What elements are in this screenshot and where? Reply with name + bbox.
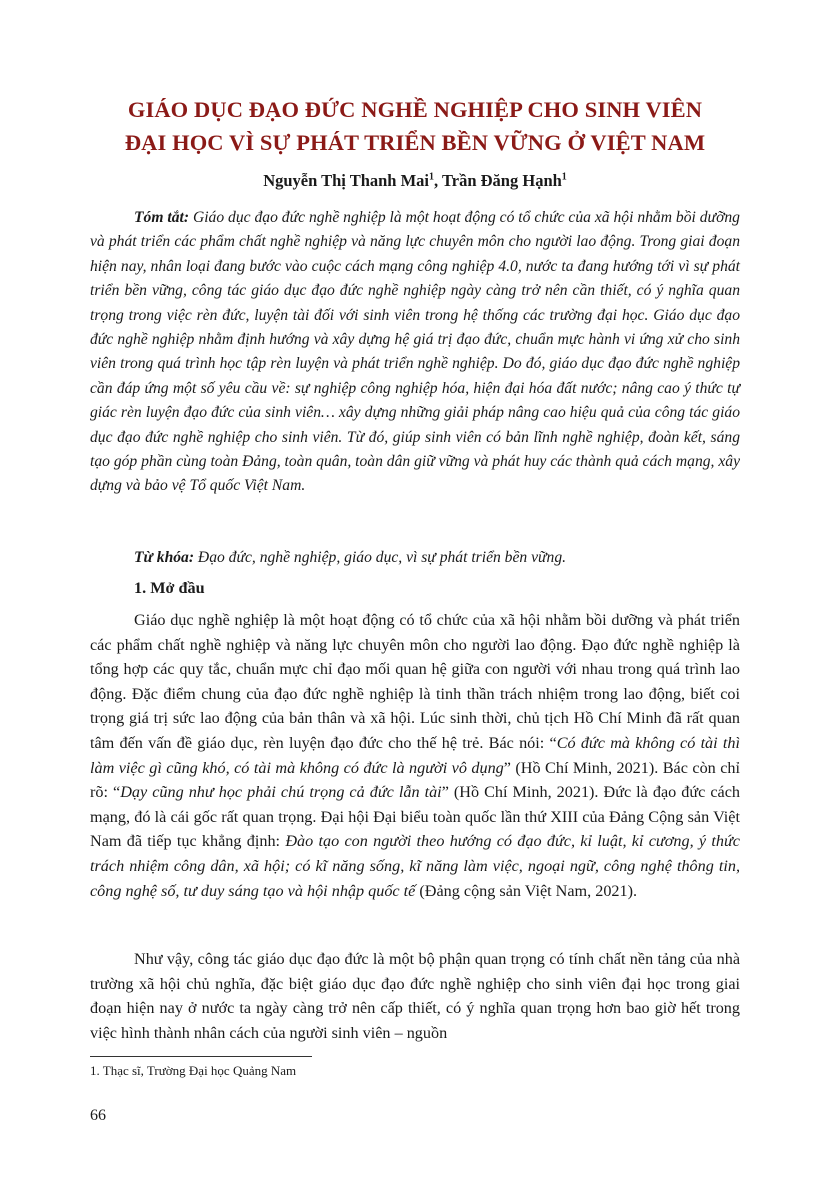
keywords-label: Từ khóa:	[134, 549, 195, 566]
paragraph-text: ” (Hồ Chí Minh, 2021). Bác còn chỉ rõ: “	[90, 758, 740, 802]
footnote-divider	[90, 1056, 312, 1057]
author-name: Nguyễn Thị Thanh Mai	[263, 171, 430, 190]
paragraph-text: (Đảng cộng sản Việt Nam, 2021).	[415, 881, 638, 900]
paragraph-text: ” (Hồ Chí Minh, 2021). Đức là đạo đức cách mạng, đó là cái gốc rất quan trọng. Đại hội Đại biểu toàn quốc lần thứ XIII của Đảng Cộng sản Việt Nam đã tiếp tục khẳng định:	[90, 783, 741, 851]
abstract-text: Giáo dục đạo đức nghề nghiệp là một hoạt động có tổ chức của xã hội nhằm bồi dưỡng và phát triển các phẩm chất nghề nghiệp và năng lực chuyên môn cho người lao động. Trong giai đoạn hiện nay, nhân loại đang bước vào cuộc cách mạng công nghiệp 4.0, nước ta đang hướng tới vì sự phát triển bền vững, công tác giáo dục đạo đức nghề nghiệp ngày càng trở nên cần thiết, có ý nghĩa quan trọng trong việc rèn đức, luyện tài đối với sinh viên trong hệ thống các trường đại học. Giáo dục đạo đức nghề nghiệp nhằm định hướng và xây dựng hệ giá trị đạo đức, chuẩn mực hành vi ứng xử cho sinh viên trong quá trình học tập rèn luyện và phát triển nghề nghiệp. Do đó, giáo dục đạo đức nghề nghiệp cần đáp ứng một số yêu cầu về: sự nghiệp công nghiệp hóa, hiện đại hóa đất nước; nâng cao ý thức tự giác rèn luyện đạo đức của sinh viên… xây dựng những giải pháp nâng cao hiệu quả của công tác giáo dục đạo đức nghề nghiệp cho sinh viên. Từ đó, giúp sinh viên có bản lĩnh nghề nghiệp, đoàn kết, sáng tạo góp phần cùng toàn Đảng, toàn quân, toàn dân giữ vững và phát huy các thành quả cách mạng, xây dựng và bảo vệ Tổ quốc Việt Nam.	[90, 209, 740, 495]
abstract	[90, 206, 740, 499]
quote: Dạy cũng như học phải chú trọng cả đức lẫn tài	[120, 783, 442, 802]
body-paragraph: Như vậy, công tác giáo dục đạo đức là một bộ phận quan trọng có tính chất nền tảng của nhà trường xã hội chủ nghĩa, đặc biệt giáo dục đạo đức nghề nghiệp cho sinh viên đại học trong giai đoạn hiện nay ở nước ta ngày càng trở nên cấp thiết, có ý nghĩa quan trọng hơn bao giờ hết trong việc hình thành nhân cách của người sinh viên – nguồn	[90, 950, 740, 1042]
page-number: 66	[90, 1107, 106, 1124]
keywords	[90, 546, 740, 570]
body-paragraph	[90, 608, 740, 903]
quote: Đào tạo con người theo hướng có đạo đức, kỉ luật, kỉ cương, ý thức trách nhiệm công dân, xã hội; có kĩ năng sống, kĩ năng làm việc, ngoại ngữ, công nghệ thông tin, công nghệ số, tư duy sáng tạo và hội nhập quốc tế	[90, 832, 740, 900]
paragraph-text: Giáo dục nghề nghiệp là một hoạt động có tổ chức của xã hội nhằm bồi dưỡng và phát triển các phẩm chất nghề nghiệp và năng lực chuyên môn cho người lao động. Đạo đức nghề nghiệp là tổng hợp các quy tắc, chuẩn mực chỉ đạo mối quan hệ giữa con người với nhau trong quá trình lao động. Đặc điểm chung của đạo đức nghề nghiệp là tinh thần trách nhiệm trong lao động, biết coi trọng giá trị sức lao động của bản thân và xã hội. Lúc sinh thời, chủ tịch Hồ Chí Minh đã rất quan tâm đến vấn đề giáo dục, rèn luyện đạo đức cho thế hệ trẻ. Bác nói: “	[90, 611, 740, 752]
abstract-label: Tóm tắt:	[134, 209, 190, 226]
keywords-text: Đạo đức, nghề nghiệp, giáo dục, vì sự phát triển bền vững.	[194, 549, 567, 566]
article-title	[70, 93, 760, 159]
affiliation-marker: 1	[429, 171, 435, 183]
title-line-2: ĐẠI HỌC VÌ SỰ PHÁT TRIỂN BỀN VỮNG Ở VIỆT NAM	[124, 130, 706, 155]
title-line-1: GIÁO DỤC ĐẠO ĐỨC NGHỀ NGHIỆP CHO SINH VIÊN	[127, 97, 703, 122]
quote: Có đức mà không có tài thì làm việc gì cũng khó, có tài mà không có đức là người vô dụng	[90, 733, 740, 777]
author-list	[90, 170, 740, 192]
section-heading: 1. Mở đầu	[134, 579, 205, 597]
author-name: Trần Đăng Hạnh	[441, 171, 562, 190]
footnote: 1. Thạc sĩ, Trường Đại học Quảng Nam	[90, 1063, 297, 1078]
affiliation-marker: 1	[561, 171, 567, 183]
author-separator: ,	[434, 171, 442, 190]
